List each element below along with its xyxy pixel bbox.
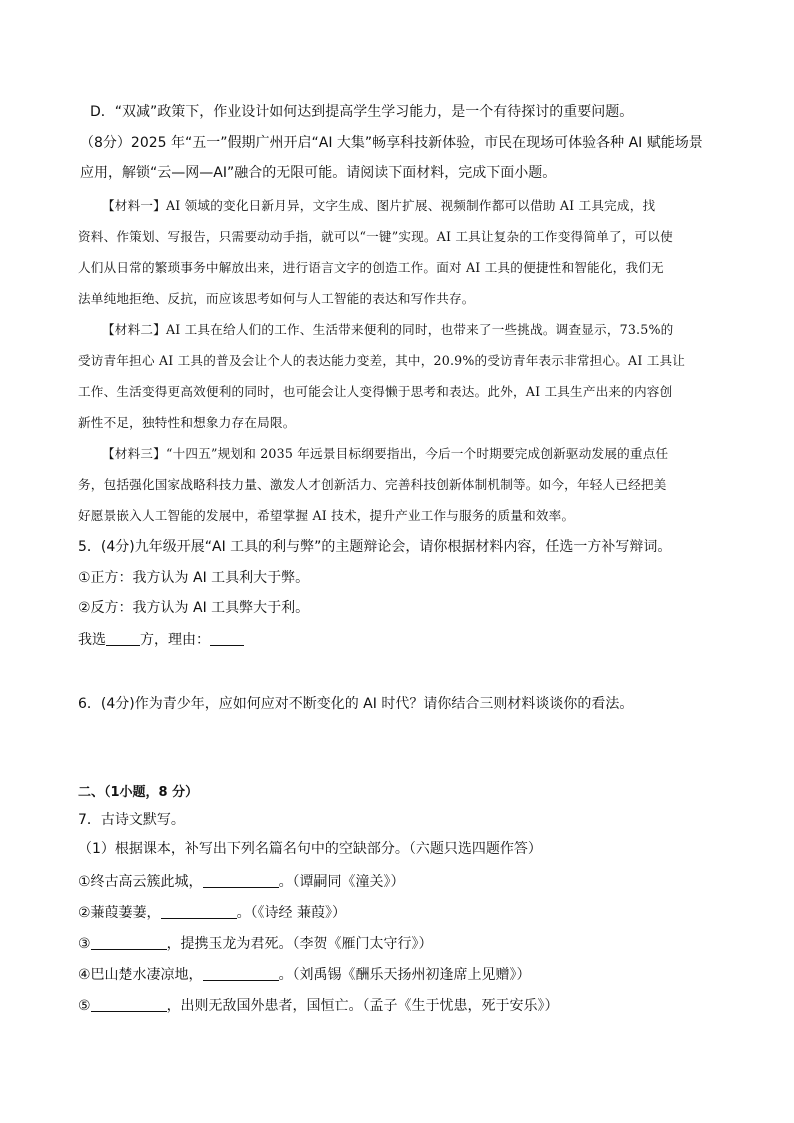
material2-line-2: 受访青年担心 AI 工具的普及会让个人的表达能力变差，其中，20.9%的受访青年表示非常担心。AI 工具让 — [78, 353, 686, 368]
poem-item-2: ②蒹葭萋萋， 。（《诗经 蒹葭》） — [78, 905, 347, 921]
question-7-stem: 7．古诗文默写。 — [78, 812, 185, 828]
material3-line-3: 好愿景嵌入人工智能的发展中，希望掌握 AI 技术，提升产业工作与服务的质量和效率。 — [78, 508, 575, 523]
side-blank[interactable] — [106, 631, 140, 646]
question-7-sub-1: （1）根据课本，补写出下列名篇名句中的空缺部分。（六题只选四题作答） — [78, 841, 542, 857]
reason-blank[interactable] — [210, 631, 244, 646]
poem-blank-5[interactable] — [91, 997, 167, 1012]
answer-reason-label: 方，理由： — [140, 632, 210, 648]
question-5-answer-line — [78, 630, 244, 650]
question-6-stem: 6．(4分)作为青少年，应如何应对不断变化的 AI 时代？请你结合三则材料谈谈你的看法。 — [78, 696, 634, 712]
answer-prefix: 我选 — [78, 632, 106, 648]
question-5-option-1: ①正方：我方认为 AI 工具利大于弊。 — [78, 570, 310, 586]
material3-line-1: 【材料三】“十四五”规划和 2035 年远景目标纲要指出，今后一个时期要完成创新驱动发展的重点任 — [102, 446, 669, 461]
material2-line-3: 工作、生活变得更高效便利的同时，也可能会让人变得懒于思考和表达。此外，AI 工具生产出来的内容创 — [78, 384, 673, 399]
poem-blank-4[interactable] — [203, 966, 279, 981]
poem-blank-3[interactable] — [91, 935, 167, 950]
poem-blank-2[interactable] — [161, 904, 237, 919]
material1-line-2: 资料、作策划、写报告，只需要动动手指，就可以“一键”实现。AI 工具让复杂的工作变得简单了，可以使 — [78, 229, 673, 244]
material1-line-3: 人们从日常的繁琐事务中解放出来，进行语言文字的创造工作。面对 AI 工具的便捷性和智能化，我们无 — [78, 260, 664, 275]
intro-line-2: 应用，解锁“云—网—AI”融合的无限可能。请阅读下面材料，完成下面小题。 — [80, 165, 557, 181]
question-5-stem: 5．(4分)九年级开展“AI 工具的利与弊”的主题辩论会，请你根据材料内容，任选一方补写辩词。 — [78, 539, 672, 555]
poem-item-5: ⑤ ，出则无敌国外患者，国恒亡。（孟子《生于忧患，死于安乐》） — [78, 998, 559, 1014]
section-2-title: 二、（1小题，8 分） — [78, 785, 199, 800]
material2-line-1: 【材料二】AI 工具在给人们的工作、生活带来便利的同时，也带来了一些挑战。调查显示，73.5%的 — [102, 322, 674, 337]
material2-line-4: 新性不足，独特性和想象力存在局限。 — [78, 415, 296, 430]
poem-blank-1[interactable] — [203, 873, 279, 888]
poem-item-1: ①终古高云簇此城， 。（谭嗣同《潼关》） — [78, 874, 405, 890]
question-5-option-2: ②反方：我方认为 AI 工具弊大于利。 — [78, 600, 310, 616]
intro-line-1: （8分）2025 年“五一”假期广州开启“AI 大集”畅享科技新体验，市民在现场可体验各种 AI 赋能场景 — [80, 135, 703, 151]
poem-item-4: ④巴山楚水凄凉地， 。（刘禹锡《酬乐天扬州初逢席上见赠》） — [78, 967, 531, 983]
option-d: D．“双减”政策下，作业设计如何达到提高学生学习能力，是一个有待探讨的重要问题。 — [90, 104, 634, 120]
poem-item-3: ③ ，提携玉龙为君死。（李贺《雁门太守行》） — [78, 936, 433, 952]
material1-line-4: 法单纯地拒绝、反抗，而应该思考如何与人工智能的表达和写作共存。 — [78, 291, 475, 306]
material1-line-1: 【材料一】AI 领域的变化日新月异，文字生成、图片扩展、视频制作都可以借助 AI 工具完成，找 — [102, 198, 656, 213]
material3-line-2: 务，包括强化国家战略科技力量、激发人才创新活力、完善科技创新体制机制等。如今，年轻人已经把美 — [78, 477, 667, 492]
